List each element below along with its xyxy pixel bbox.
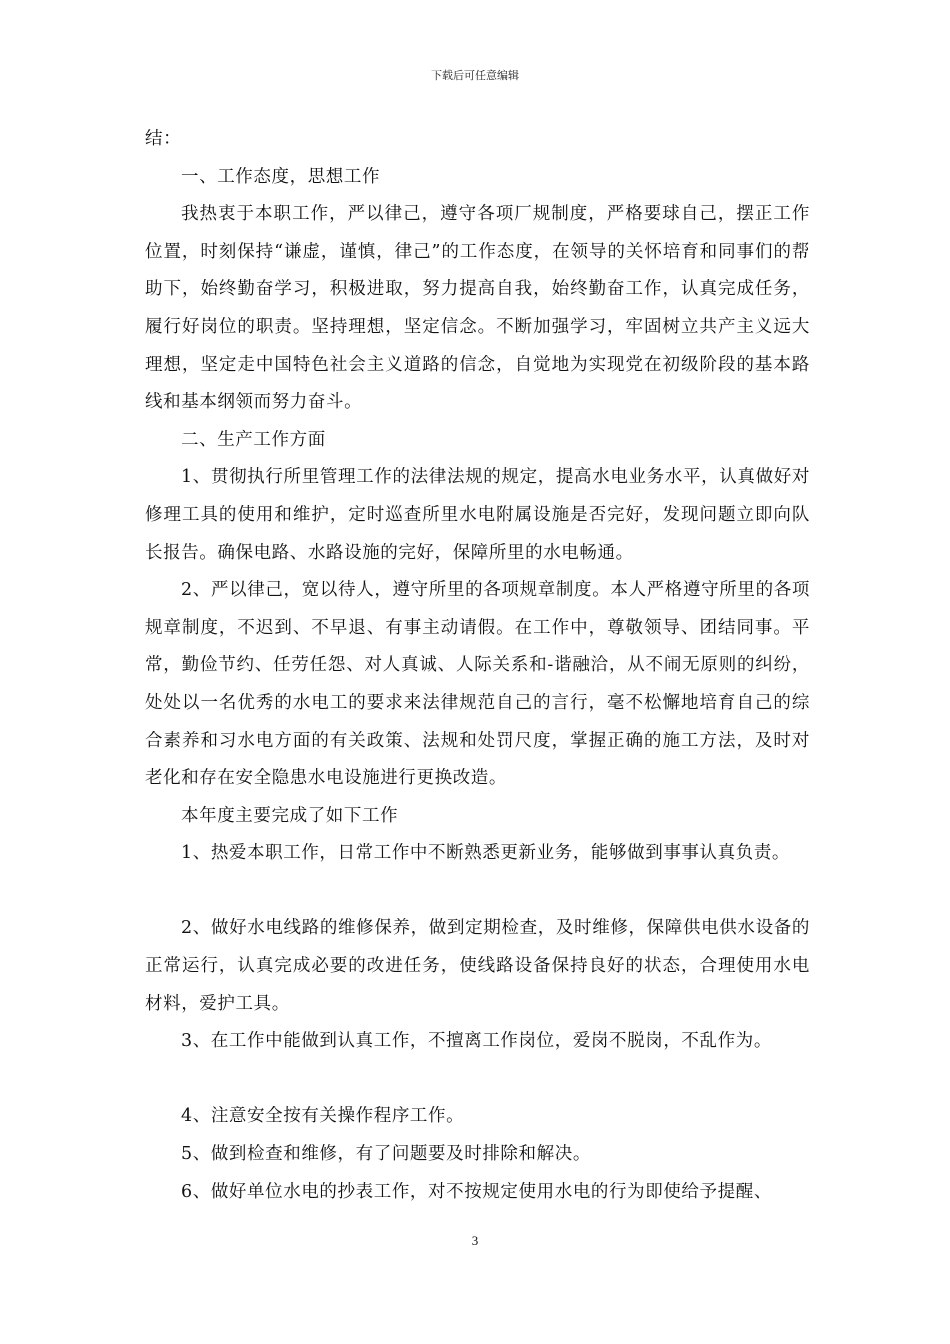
page-number: 3 [471, 1233, 479, 1248]
list-item: 3、在工作中能做到认真工作，不擅离工作岗位，爱岗不脱岗，不乱作为。 [181, 1031, 772, 1052]
list-item: 1、热爱本职工作，日常工作中不断熟悉更新业务，能够做到事事认真负责。 [181, 843, 791, 864]
paragraph: 2、严以律己，宽以待人，遵守所里的各项规章制度。本人严格遵守所里的各项规章制度，不迟到、不早退、有事主动请假。在工作中，尊敬领导、团结同事。平常，勤俭节约、任劳任怨、对人真诚、人际关系和-谐融洽，从不闹无原则的纠纷，处处以一名优秀的水电工的要求来法律规范自己的言行，毫不松懈地培育自己的综合素养和习水电方面的有关政策、法规和处罚尺度，掌握正确的施工方法，及时对老化和存在安全隐患水电设施进行更换改造。 [145, 580, 810, 789]
section-heading: 二、生产工作方面 [181, 429, 326, 450]
list-item: 4、注意安全按有关操作程序工作。 [181, 1106, 465, 1127]
spacer [145, 1061, 810, 1099]
page-header: 下载后可任意编辑 [431, 69, 519, 82]
document-body [145, 121, 810, 1211]
paragraph: 1、贯彻执行所里管理工作的法律法规的规定，提高水电业务水平，认真做好对修理工具的使用和维护，定时巡查所里水电附属设施是否完好，发现问题立即向队长报告。确保电路、水路设施的完好，保障所里的水电畅通。 [145, 467, 810, 563]
paragraph: 本年度主要完成了如下工作 [181, 805, 399, 826]
list-item: 2、做好水电线路的维修保养，做到定期检查，及时维修，保障供电供水设备的正常运行，认真完成必要的改进任务，使线路设备保持良好的状态，合理使用水电材料，爱护工具。 [145, 918, 810, 1014]
list-item: 5、做到检查和维修，有了问题要及时排除和解决。 [181, 1144, 591, 1165]
paragraph: 我热衷于本职工作，严以律己，遵守各项厂规制度，严格要球自己，摆正工作位置，时刻保持“谦虚，谨慎，律己”的工作态度，在领导的关怀培育和同事们的帮助下，始终勤奋学习，积极进取，努力提高自我，始终勤奋工作，认真完成任务，履行好岗位的职责。坚持理想，坚定信念。不断加强学习，牢固树立共产主义远大理想，坚定走中国特色社会主义道路的信念，自觉地为实现党在初级阶段的基本路线和基本纲领而努力奋斗。 [145, 204, 810, 413]
paragraph: 结： [145, 129, 182, 149]
section-heading: 一、工作态度，思想工作 [181, 166, 381, 187]
list-item: 6、做好单位水电的抄表工作，对不按规定使用水电的行为即使给予提醒、 [181, 1181, 772, 1202]
spacer [145, 873, 810, 911]
